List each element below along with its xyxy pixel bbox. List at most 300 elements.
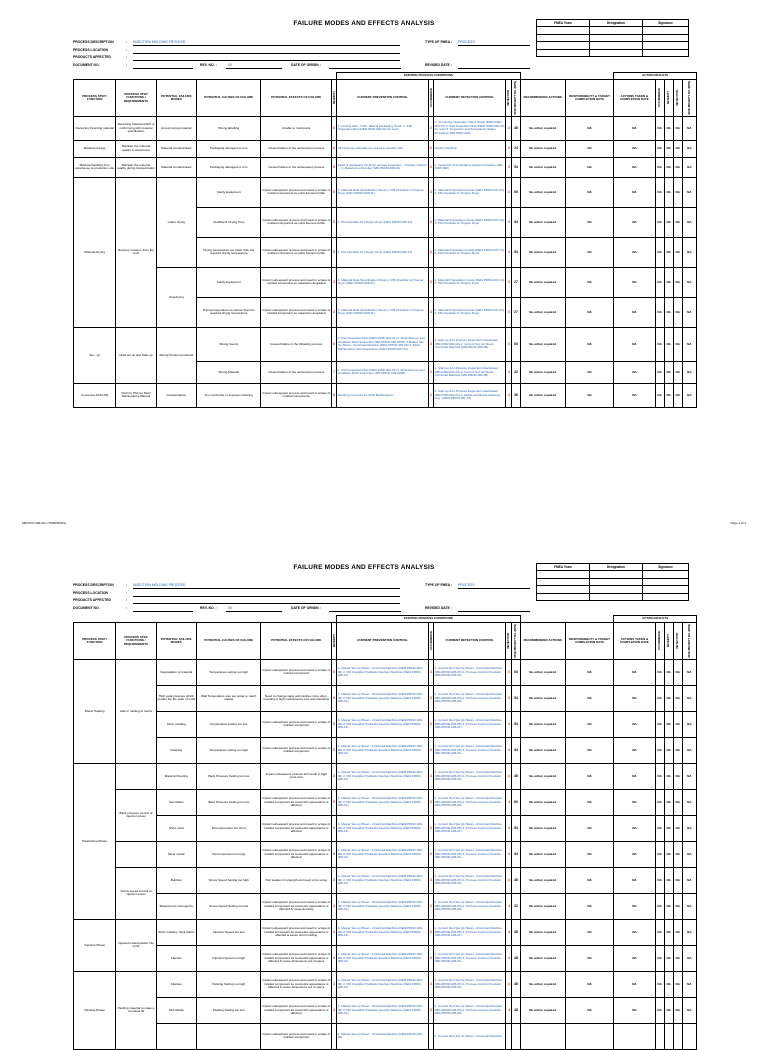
- responsibility-cell: NA: [565, 893, 613, 919]
- col-ar-rpn: RISK PRIORITY NO. (RPN): [687, 80, 691, 115]
- actions-taken-cell: NA: [614, 140, 655, 157]
- recommended-cell: No action required: [520, 685, 565, 711]
- severity-cell: 6: [332, 737, 337, 763]
- cause-cell: Too much lube or improper cleaning: [196, 383, 261, 407]
- severity-cell: 6: [332, 685, 337, 711]
- rpn-cell: 48: [512, 116, 520, 140]
- prevention-cell: 1. PM Checklist for Hopper Dryer (DEN-PROD-008-11): [337, 207, 429, 237]
- effect-cell: Caused failure in the subsequent process: [261, 157, 332, 177]
- cause-cell: Insufficient Drying Time: [196, 207, 261, 237]
- rpn-cell: 24: [512, 140, 520, 157]
- occurrence-cell: 2: [428, 893, 433, 919]
- ar-detection-cell: NA: [673, 177, 682, 207]
- ar-detection-cell: NA: [673, 237, 682, 267]
- signature-header: Signature: [643, 20, 689, 27]
- occurrence-cell: 3: [428, 789, 433, 815]
- actions-taken-cell: NA: [614, 327, 655, 361]
- prevention-cell: 1. Master Set-up Sheet - Cincinnati Machine (DEN-PROD-003-06) 2. PM Checklist Hydraulic Injection Machine (DEN-PROD-008-12): [337, 945, 429, 971]
- severity-cell: 4: [332, 945, 337, 971]
- recommended-cell: No action required: [520, 383, 565, 407]
- effect-cell: Caused failure in the following process: [261, 327, 332, 361]
- ar-detection-cell: NA: [673, 685, 682, 711]
- responsibility-cell: NA: [565, 383, 613, 407]
- ar-rpn-cell: NA: [682, 841, 696, 867]
- process-description-label: PROCESS DESCRIPTION: [73, 40, 114, 44]
- ar-occurrence-cell: NA: [655, 383, 664, 407]
- col-ar-occurrence: OCCURRENCE: [658, 87, 662, 107]
- ar-severity-cell: NA: [664, 177, 673, 207]
- prevention-cell: Existing procedure for Mold Maintenance: [337, 383, 429, 407]
- prevention-cell: 1. Master Set-up Sheet - Cincinnati Machine (DEN-PROD-003-06) 2. PM Checklist Hydraulic Injection Machine (DEN-PROD-008-12): [337, 737, 429, 763]
- detection-control-cell: 1. Current Run Set Up Sheet - Cincinnati Machine (MD-PROD-006-05) 2. Process Control Checklist (MD-PROD-006-01): [433, 945, 506, 971]
- failure-mode-cell: [156, 1023, 196, 1049]
- ar-rpn-cell: NA: [682, 361, 696, 383]
- occurrence-cell: 2: [428, 361, 433, 383]
- ar-occurrence-cell: NA: [655, 841, 664, 867]
- ar-severity-cell: [664, 1023, 673, 1049]
- responsibility-cell: NA: [565, 737, 613, 763]
- ar-rpn-cell: NA: [682, 207, 696, 237]
- ar-rpn-cell: NA: [682, 919, 696, 945]
- cause-cell: Back Pressure Setting too low: [196, 763, 261, 789]
- recommended-cell: No action required: [520, 659, 565, 685]
- rpn-cell: 48: [512, 919, 520, 945]
- prevention-cell: Label & packaging check for storage inspection - Transfer manner ... b. Material Lot Number (MD-PROD-008-01): [337, 157, 429, 177]
- footer-page-number: Page 1 of 4: [730, 521, 746, 525]
- ar-rpn-cell: NA: [682, 383, 696, 407]
- actions-taken-cell: [614, 1023, 655, 1049]
- recommended-cell: No action required: [520, 945, 565, 971]
- rpn-cell: 60: [512, 177, 520, 207]
- effect-cell: Impact subsequent process and result in scraps of molded component as material is degraded: [261, 297, 332, 327]
- effect-cell: Caused failure in the subsequent process: [261, 140, 332, 157]
- rpn-cell: 54: [512, 815, 520, 841]
- cause-cell: Temperature setting too low: [196, 711, 261, 737]
- detection-control-cell: 1. Material Preparation Guide (DEN-PROD-007-01) 2. PM Checklist for Hopper Dryer: [433, 267, 506, 297]
- recommended-cell: No action required: [520, 893, 565, 919]
- ar-severity-cell: NA: [664, 157, 673, 177]
- responsibility-cell: NA: [565, 841, 613, 867]
- detection-control-cell: 1. Material Preparation Guide (DEN-PROD-007-01) 2. PM Checklist for Hopper Dryer: [433, 177, 506, 207]
- occurrence-cell: 3: [428, 685, 433, 711]
- detection-control-cell: 1. Material Preparation Guide (DEN-PROD-007-01) 2. PM Checklist for Hopper Dryer: [433, 297, 506, 327]
- detection-cell: 3: [506, 157, 512, 177]
- ar-severity-cell: NA: [664, 971, 673, 997]
- ar-occurrence-cell: NA: [655, 789, 664, 815]
- rpn-cell: 60: [512, 789, 520, 815]
- severity-cell: 4: [332, 763, 337, 789]
- ar-occurrence-cell: NA: [655, 971, 664, 997]
- occurrence-cell: 3: [428, 207, 433, 237]
- detection-cell: 3: [506, 737, 512, 763]
- cause-cell: [196, 1023, 261, 1049]
- occurrence-cell: 3: [428, 763, 433, 789]
- severity-cell: 6: [332, 177, 337, 207]
- effect-cell: Impact subsequent process and result in high cycle time: [261, 763, 332, 789]
- detection-cell: 4: [506, 893, 512, 919]
- ar-severity-cell: NA: [664, 815, 673, 841]
- recommended-cell: No action required: [520, 361, 565, 383]
- table-row: [74, 867, 697, 893]
- ar-rpn-cell: NA: [682, 116, 696, 140]
- severity-cell: 4: [332, 919, 337, 945]
- ar-severity-cell: NA: [664, 997, 673, 1023]
- detection-control-cell: 1. Current Run Set Up Sheet - Cincinnati Machine (MD-PROD-006-05) 2. Process Control Checklist (MD-PROD-006-01): [433, 659, 506, 685]
- detection-control-cell: 1. Current Run Set Up Sheet - Cincinnati Machine (MD-PROD-006-05) 2. Process Control Checklist (MD-PROD-006-01): [433, 789, 506, 815]
- responsibility-cell: NA: [565, 685, 613, 711]
- detection-control-cell: Visual Checking: [433, 140, 506, 157]
- table-row: [74, 711, 697, 737]
- ar-severity-cell: NA: [664, 893, 673, 919]
- cause-cell: Drying temperature set lower than the required drying temperature: [196, 237, 261, 267]
- recommended-cell: No action required: [520, 971, 565, 997]
- failure-mode-cell: Silver streak: [156, 841, 196, 867]
- rpn-cell: 48: [512, 997, 520, 1023]
- effect-cell: Impact subsequent process and result in scraps of molded component as cosmetics appearance is affected: [261, 841, 332, 867]
- table-row: [74, 919, 697, 945]
- ar-detection-cell: [673, 1023, 682, 1049]
- ar-severity-cell: NA: [664, 659, 673, 685]
- occurrence-cell: 3: [428, 327, 433, 361]
- failure-mode-cell: Gas Marks: [156, 789, 196, 815]
- severity-cell: 6: [332, 116, 337, 140]
- failure-mode-cell: Bubbles: [156, 867, 196, 893]
- cause-cell: Wrong labelling: [196, 116, 261, 140]
- occurrence-cell: 3: [428, 737, 433, 763]
- actions-taken-cell: NA: [614, 815, 655, 841]
- table-row: [74, 763, 697, 789]
- actions-taken-cell: NA: [614, 737, 655, 763]
- failure-mode-cell: Overdrying: [156, 267, 196, 327]
- col-ar-severity: SEVERITY: [667, 90, 671, 104]
- failure-mode-cell: Sink Marks: [156, 997, 196, 1023]
- header-fields: PROCESS DESCRIPTION : INJECTION MOLDING PROCESS TYPE OF FMEA : PROCESS PROCESS LOCATION : PRODUCTS AFFECTED : DOCUMENT NO. : REV. NO. : 00 DATE OF ORIGIN : REVISED DATE :: [73, 39, 703, 69]
- rev-no-value: 00: [228, 62, 232, 67]
- detection-cell: 4: [506, 763, 512, 789]
- effect-cell: Impact subsequent process and result in scraps of molded component: [261, 1023, 332, 1049]
- rpn-cell: 54: [512, 841, 520, 867]
- ar-occurrence-cell: NA: [655, 361, 664, 383]
- col-prevention: CURRENT PREVENTION CONTROL: [337, 80, 429, 117]
- actions-taken-cell: NA: [614, 116, 655, 140]
- requirements-cell: Back pressure control of injection press: [116, 789, 156, 841]
- table-row: [74, 140, 697, 157]
- ar-occurrence-cell: NA: [655, 237, 664, 267]
- rev-no-label: REV. NO. :: [200, 62, 217, 67]
- ar-severity-cell: NA: [664, 763, 673, 789]
- responsibility-cell: NA: [565, 867, 613, 893]
- prevention-cell: 1. Master Set-up Sheet - Cincinnati Machine (DEN-PROD-003-06) 2. PM Checklist Hydraulic Injection Machine (DEN-PROD-008-12): [337, 971, 429, 997]
- prevention-cell: 1. Master Set-up Sheet - Cincinnati Machine (DEN-PROD-003-06) 2. PM Checklist Hydraulic Injection Machine (DEN-PROD-008-12): [337, 685, 429, 711]
- fmea-table-page-2: EXISTING PROCESS CONDITIONS ACTION RESULTS PROCESS STEP / FUNCTION PROCESS STEP FUNCTIONS / REQUIREMENTS POTENTIAL FAILURE MODES POTENTIAL CAUSES OF FAILURE POTENTIAL EFFECTS OF FAILURE SEVERITY CURRENT PREVENTION CONTROL OCCURRENCE CURRENT DETECTION CONTROL DETECTION RISK PRIORITY NO. (RPN) RECOMMENDED ACTIONS RESPONSIBILITY & TARGET COMPLETION DATE ACTIONS TAKEN & COMPLETION DATE OCCURRENCE SEVERITY DETECTION RISK PRIORITY NO. (RPN) Barrel Heating Aids in melting of resins Degradation of material Temperature setting too high Impact subsequent process and result in scraps of molded component 6 1. Master Set-up Sheet - Cincinnati Machine (DEN-PROD-003-06) 2. PM Checklist Hydraulic Injection Machine (DEN-PROD-008-12) 3 1. Current Run Set Up Sheet - Cincinnati Machine (MD-PROD-006-05) 2. Process Control Checklist (MD-PROD-006-01) 3 54 No action required NA NA NA NA NA NA High peak pressure which erodes the life span of mold Wall Temperature was set under to reach setting Need to change valve and cavities more often, resulting in high maintenance cost and downtime 6 1. Master Set-up Sheet - Cincinnati Machine (DEN-PROD-003-06) 2. PM Checklist Hydraulic Injection Machine (DEN-PROD-008-12) 3 1. Current Run Set Up Sheet - Cincinnati Machine (MD-PROD-006-05) 2. Process Control Checklist (MD-PROD-006-01) 3 54 No action required NA NA NA NA NA NA Short molding Temperature setting too low Impact subsequent process and result in scraps of molded component 6 1. Master Set-up Sheet - Cincinnati Machine (DEN-PROD-003-06) 2. PM Checklist Hydraulic Injection Machine (DEN-PROD-008-12) 3 1. Current Run Set Up Sheet - Cincinnati Machine (MD-PROD-006-05) 2. Process Control Checklist (MD-PROD-006-01) 3 54 No action required NA NA NA NA NA NA Flashing Temperature setting too high Impact subsequent process and result in scraps of molded component 6 1. Master Set-up Sheet - Cincinnati Machine (DEN-PROD-003-06) 2. PM Checklist Hydraulic Injection Machine (DEN-PROD-008-12) 3 1. Current Run Set Up Sheet - Cincinnati Machine (MD-PROD-006-05) 2. Process Control Checklist (MD-PROD-006-01) 3 54 No action required NA NA NA NA NA NA Plasticizing Phase Material Drooling Back Pressure Setting too low Impact subsequent process and result in high cycle time 4 1. Master Set-up Sheet - Cincinnati Machine (DEN-PROD-003-06) 2. PM Checklist Hydraulic Injection Machine (DEN-PROD-008-12) 3 1. Current Run Set Up Sheet - Cincinnati Machine (MD-PROD-006-05) 2. Process Control Checklist (MD-PROD-006-01) 4 48 No action required NA NA NA NA NA NA Back pressure control of injection press Gas Marks Back Pressure Setting too low Impact subsequent process and result in scraps of molded component as cosmetics appearance is affected 5 1. Master Set-up Sheet - Cincinnati Machine (DEN-PROD-003-06) 2. PM Checklist Hydraulic Injection Machine (DEN-PROD-008-12) 3 1. Current Run Set Up Sheet - Cincinnati Machine (MD-PROD-006-05) 2. Process Control Checklist (MD-PROD-006-01) 4 60 No action required NA NA NA NA NA NA Short mold Decompression too short Impact subsequent process and result in scraps of molded component as cosmetics appearance is affected 6 1. Master Set-up Sheet - Cincinnati Machine (DEN-PROD-003-06) 2. PM Checklist Hydraulic Injection Machine (DEN-PROD-008-12) 3 1. Current Run Set Up Sheet - Cincinnati Machine (MD-PROD-006-05) 2. Process Control Checklist (MD-PROD-006-01) 3 54 No action required NA NA NA NA NA NA Silver streak Decompression too long Impact subsequent process and result in scraps of molded component as cosmetics appearance is affected 6 1. Master Set-up Sheet - Cincinnati Machine (DEN-PROD-003-06) 2. PM Checklist Hydraulic Injection Machine (DEN-PROD-008-12) 3 1. Current Run Set Up Sheet - Cincinnati Machine (MD-PROD-006-05) 2. Process Control Checklist (MD-PROD-006-01) 3 54 No action required NA NA NA NA NA NA Screw speed control of injection press Bubbles Screw Speed Setting too high Part weaken in strength and need to be scrap 4 1. Master Set-up Sheet - Cincinnati Machine (DEN-PROD-003-06) 2. PM Checklist Hydraulic Injection Machine (DEN-PROD-008-12) 3 1. Current Run Set Up Sheet - Cincinnati Machine (MD-PROD-006-05) 2. Process Control Checklist (MD-PROD-006-01) 4 48 No action required NA NA NA NA NA NA Material non homogenity Screw Speed Setting too low Impact subsequent process and result in scraps of molded component as cosmetics appearance is affected & cause drooling 4 1. Master Set-up Sheet - Cincinnati Machine (DEN-PROD-003-06) 2. PM Checklist Hydraulic Injection Machine (DEN-PROD-008-12) 2 1. Current Run Set Up Sheet - Cincinnati Machine (MD-PROD-006-05) 2. Process Control Checklist (MD-PROD-006-01) 4 32 No action required NA NA NA NA NA NA Injection Phase Injected melted plastic into mold Short molding / Sink Marks Injection Speed too low Impact subsequent process and result in scraps of molded component as cosmetics appearance is affected & cause short molding 4 1. Master Set-up Sheet - Cincinnati Machine (DEN-PROD-003-06) 2. PM Checklist Hydraulic Injection Machine (DEN-PROD-008-12) 3 1. Current Run Set Up Sheet - Cincinnati Machine (MD-PROD-006-05) 2. Process Control Checklist (MD-PROD-006-01) 4 48 No action required NA NA NA NA NA NA Flashes Injection Speed too high Impact subsequent process and result in scraps of molded component as cosmetics appearance is affected & cause dimensions out of specs 4 1. Master Set-up Sheet - Cincinnati Machine (DEN-PROD-003-06) 2. PM Checklist Hydraulic Injection Machine (DEN-PROD-008-12) 3 1. Current Run Set Up Sheet - Cincinnati Machine (MD-PROD-006-05) 2. Process Control Checklist (MD-PROD-006-01) 4 48 No action required NA NA NA NA NA NA Packing Phase Packing material to make a complete fill Flashes Packing Setting too high Impact subsequent process and result in scraps of molded component as cosmetics appearance is affected & cause dimensions out of specs 4 1. Master Set-up Sheet - Cincinnati Machine (DEN-PROD-003-06) 2. PM Checklist Hydraulic Injection Machine (DEN-PROD-008-12) 3 1. Current Run Set Up Sheet - Cincinnati Machine (MD-PROD-006-05) 2. Process Control Checklist (MD-PROD-006-01) 4 48 No action required NA NA NA NA NA NA Sink Marks Packing Setting too low Impact subsequent process and result in scraps of molded component as cosmetics appearance is affected 4 1. Master Set-up Sheet - Cincinnati Machine (DEN-PROD-003-06) 2. PM Checklist Hydraulic Injection Machine (DEN-PROD-008-12) 3 1. Current Run Set Up Sheet - Cincinnati Machine (MD-PROD-006-05) 2. Process Control Checklist (MD-PROD-006-01) 4 48 No action required NA NA NA NA NA NA Impact subsequent process and result in scraps of molded component 1. Master Set-up Sheet - Cincinnati Machine (DEN-PROD-003-06) 1. Current Run Set Up Sheet - Cincinnati Machine: [73, 615, 697, 1050]
- effect-cell: Impact subsequent process and result in scraps of molded component as cosmetics appearance is affected: [261, 789, 332, 815]
- col-requirements: PROCESS STEP FUNCTIONS / REQUIREMENTS: [116, 80, 156, 117]
- detection-control-cell: 1. Current Run Set Up Sheet - Cincinnati Machine (MD-PROD-006-05) 2. Process Control Checklist (MD-PROD-006-01): [433, 763, 506, 789]
- detection-cell: 3: [506, 685, 512, 711]
- rpn-cell: 48: [512, 945, 520, 971]
- ar-occurrence-cell: NA: [655, 140, 664, 157]
- prevention-cell: 1. Material Data Specification Sheet 2. PM Checklist for Hopper Dryer (DEN-PROD-008-11): [337, 177, 429, 207]
- ar-detection-cell: NA: [673, 361, 682, 383]
- ar-detection-cell: NA: [673, 841, 682, 867]
- ar-occurrence-cell: NA: [655, 327, 664, 361]
- table-row: [74, 267, 697, 297]
- severity-cell: 6: [332, 237, 337, 267]
- ar-detection-cell: NA: [673, 297, 682, 327]
- col-ar-detection: DETECTION: [676, 89, 680, 106]
- responsibility-cell: NA: [565, 327, 613, 361]
- effect-cell: Impact subsequent process and result in scraps of molded component: [261, 737, 332, 763]
- page-title: FAILURE MODES AND EFFECTS ANALYSIS: [293, 564, 435, 571]
- ar-occurrence-cell: NA: [655, 267, 664, 297]
- ar-occurrence-cell: [655, 1023, 664, 1049]
- actions-taken-cell: NA: [614, 919, 655, 945]
- failure-mode-cell: Short molding: [156, 711, 196, 737]
- col-occurrence: OCCURRENCE: [429, 87, 433, 107]
- table-row: [74, 841, 697, 867]
- ar-rpn-cell: NA: [682, 140, 696, 157]
- ar-detection-cell: NA: [673, 867, 682, 893]
- occurrence-cell: 3: [428, 177, 433, 207]
- requirements-cell: Aids in melting of resins: [116, 659, 156, 763]
- prevention-cell: 1. Master Set-up Sheet - Cincinnati Machine (DEN-PROD-003-06) 2. PM Checklist Hydraulic Injection Machine (DEN-PROD-008-12): [337, 711, 429, 737]
- recommended-cell: No action required: [520, 815, 565, 841]
- effect-cell: Unable to mold parts: [261, 116, 332, 140]
- detection-cell: 3: [506, 207, 512, 237]
- prevention-cell: 1. Master Set-up Sheet - Cincinnati Machine (DEN-PROD-003-06) 2. PM Checklist Hydraulic Injection Machine (DEN-PROD-008-12): [337, 867, 429, 893]
- severity-cell: 7: [332, 361, 337, 383]
- col-responsibility: RESPONSIBILITY & TARGET COMPLETION DATE: [565, 80, 613, 117]
- ar-severity-cell: NA: [664, 737, 673, 763]
- ar-severity-cell: NA: [664, 237, 673, 267]
- prevention-cell: 1. Part Inspection Plan (DEN-INSP-002-01) 2. Mold Start up and shutdown Work Instruction (MD-PROD-006-WI05) 3.Master Set Up Sheet - Cincinnati Machine (DEN-PROD-003-06) 4. Mold Maintenance Tool Preparation (DEN-PROD-007-01): [337, 327, 429, 361]
- table-row: [74, 157, 697, 177]
- ar-detection-cell: NA: [673, 116, 682, 140]
- ar-detection-cell: NA: [673, 971, 682, 997]
- table-row: [74, 971, 697, 997]
- recommended-cell: No action required: [520, 711, 565, 737]
- effect-cell: Impact subsequent process and result in scraps of molded component as cosmetics appearance is affected & cause drooling: [261, 893, 332, 919]
- responsibility-cell: NA: [565, 207, 613, 237]
- failure-mode-cell: Degradation of material: [156, 659, 196, 685]
- ar-rpn-cell: NA: [682, 737, 696, 763]
- detection-cell: 4: [506, 116, 512, 140]
- col-actions-taken: ACTIONS TAKEN & COMPLETION DATE: [614, 80, 655, 117]
- cause-cell: Injection Speed too low: [196, 919, 261, 945]
- detection-control-cell: 1. Start up & In-Process Inspection checksheet (MD-INSP-004-01) 2. Current Set Up Sheet - Cincinnati Machine (MD-PROD-006-05): [433, 327, 506, 361]
- type-of-fmea-value: PROCESS: [458, 40, 475, 44]
- actions-taken-cell: NA: [614, 207, 655, 237]
- severity-cell: 4: [332, 997, 337, 1023]
- responsibility-cell: NA: [565, 297, 613, 327]
- actions-taken-cell: NA: [614, 157, 655, 177]
- ar-rpn-cell: NA: [682, 267, 696, 297]
- detection-control-cell: 1. Current Run Set Up Sheet - Cincinnati Machine (MD-PROD-006-05) 2. Process Control Checklist (MD-PROD-006-01): [433, 711, 506, 737]
- process-step-cell: Material Drying: [74, 177, 116, 327]
- effect-cell: Impact subsequent process and result in scraps of molded component as parts become brittle: [261, 207, 332, 237]
- col-failure-modes: POTENTIAL FAILURE MODES: [156, 80, 196, 117]
- ar-detection-cell: NA: [673, 815, 682, 841]
- rpn-cell: 27: [512, 297, 520, 327]
- occurrence-cell: 2: [428, 140, 433, 157]
- ar-rpn-cell: NA: [682, 945, 696, 971]
- detection-cell: 4: [506, 867, 512, 893]
- severity-cell: 6: [332, 327, 337, 361]
- table-row: [74, 327, 697, 361]
- ar-severity-cell: NA: [664, 207, 673, 237]
- ar-rpn-cell: NA: [682, 711, 696, 737]
- ar-detection-cell: NA: [673, 157, 682, 177]
- detection-control-cell: 1. Inspection & Acceptance Status Procedure (MD-INSP-002): [433, 157, 506, 177]
- recommended-cell: No action required: [520, 763, 565, 789]
- cause-cell: Screw Speed Setting too low: [196, 893, 261, 919]
- ar-occurrence-cell: NA: [655, 297, 664, 327]
- table-row: [74, 815, 697, 841]
- recommended-cell: No action required: [520, 841, 565, 867]
- ar-occurrence-cell: NA: [655, 207, 664, 237]
- detection-cell: 3: [506, 383, 512, 407]
- ar-severity-cell: NA: [664, 327, 673, 361]
- rpn-cell: 54: [512, 711, 520, 737]
- process-step-cell: Material handling from warehouse to production site: [74, 157, 116, 177]
- actions-taken-cell: NA: [614, 763, 655, 789]
- occurrence-cell: 3: [428, 659, 433, 685]
- recommended-cell: No action required: [520, 177, 565, 207]
- cause-cell: Wall Temperature was set under to reach setting: [196, 685, 261, 711]
- col-recommended: RECOMMENDED ACTIONS: [520, 80, 565, 117]
- detection-control-cell: 1. Material Preparation Guide (DEN-PROD-007-01) 2. PM Checklist for Hopper Dryer: [433, 237, 506, 267]
- detection-cell: 3: [506, 815, 512, 841]
- table-row: [74, 945, 697, 971]
- actions-taken-cell: NA: [614, 971, 655, 997]
- type-of-fmea-label: TYPE OF FMEA :: [425, 40, 452, 44]
- actions-taken-cell: NA: [614, 867, 655, 893]
- ar-rpn-cell: NA: [682, 763, 696, 789]
- process-location-label: PROCESS LOCATION: [73, 47, 108, 52]
- ar-severity-cell: NA: [664, 789, 673, 815]
- ar-rpn-cell: NA: [682, 237, 696, 267]
- severity-cell: 6: [332, 207, 337, 237]
- actions-taken-cell: NA: [614, 997, 655, 1023]
- ar-rpn-cell: NA: [682, 297, 696, 327]
- occurrence-cell: 3: [428, 971, 433, 997]
- ar-detection-cell: NA: [673, 789, 682, 815]
- ar-occurrence-cell: NA: [655, 815, 664, 841]
- col-effects: POTENTIAL EFFECTS OF FAILURE: [261, 80, 332, 117]
- ar-detection-cell: NA: [673, 140, 682, 157]
- failure-mode-cell: Material contaminated: [156, 157, 196, 177]
- rpn-cell: 54: [512, 207, 520, 237]
- failure-mode-cell: Under drying: [156, 177, 196, 267]
- table-row: [74, 1023, 697, 1049]
- responsibility-cell: NA: [565, 815, 613, 841]
- ar-severity-cell: NA: [664, 945, 673, 971]
- effect-cell: Impact subsequent process and result in scraps of molded component as cosmetics appearance is affected & cause dimensions out of specs: [261, 971, 332, 997]
- requirements-cell: Injected melted plastic into mold: [116, 919, 156, 971]
- requirements-cell: Screw speed control of injection press: [116, 867, 156, 919]
- ar-rpn-cell: NA: [682, 789, 696, 815]
- prevention-cell: 1. Master Set-up Sheet - Cincinnati Machine (DEN-PROD-003-06) 2. PM Checklist Hydraulic Injection Machine (DEN-PROD-008-12): [337, 997, 429, 1023]
- effect-cell: Part weaken in strength and need to be scrap: [261, 867, 332, 893]
- ar-rpn-cell: NA: [682, 867, 696, 893]
- table-row: [74, 659, 697, 685]
- effect-cell: Impact subsequent process and result in scraps of molded component as cosmetics appearance is affected: [261, 997, 332, 1023]
- ar-occurrence-cell: NA: [655, 893, 664, 919]
- prevention-cell: 1. Master Set-up Sheet - Cincinnati Machine (DEN-PROD-003-06): [337, 1023, 429, 1049]
- detection-cell: 3: [506, 711, 512, 737]
- detection-control-cell: 1. Current Run Set Up Sheet - Cincinnati Machine (MD-PROD-006-05) 2. Process Control Checklist (MD-PROD-006-01): [433, 893, 506, 919]
- responsibility-cell: NA: [565, 919, 613, 945]
- detection-cell: 2: [506, 140, 512, 157]
- actions-taken-cell: NA: [614, 659, 655, 685]
- ar-rpn-cell: NA: [682, 997, 696, 1023]
- responsibility-cell: NA: [565, 116, 613, 140]
- detection-cell: 4: [506, 945, 512, 971]
- recommended-cell: No action required: [520, 867, 565, 893]
- detection-control-cell: 1. Current Run Set Up Sheet - Cincinnati Machine (MD-PROD-006-05) 2. Process Control Checklist (MD-PROD-006-01): [433, 685, 506, 711]
- rpn-cell: 32: [512, 893, 520, 919]
- ar-rpn-cell: NA: [682, 177, 696, 207]
- severity-cell: 4: [332, 893, 337, 919]
- process-description-value: INJECTION MOLDING PROCESS: [133, 40, 186, 44]
- severity-cell: 6: [332, 711, 337, 737]
- col-causes: POTENTIAL CAUSES OF FAILURE: [196, 80, 261, 117]
- occurrence-cell: 2: [428, 383, 433, 407]
- detection-cell: 4: [506, 997, 512, 1023]
- failure-mode-cell: Wrong Product produced: [156, 327, 196, 383]
- rpn-cell: 42: [512, 361, 520, 383]
- recommended-cell: No action required: [520, 789, 565, 815]
- prevention-cell: 1. PM Checklist for Hopper Dryer (DEN-PROD-008-11): [337, 237, 429, 267]
- process-step-cell: Plasticizing Phase: [74, 763, 116, 919]
- requirements-cell: Packing material to make a complete fill: [116, 971, 156, 1049]
- rpn-cell: 48: [512, 763, 520, 789]
- effect-cell: Impact subsequent process and result in scraps of molded component as material is degraded: [261, 267, 332, 297]
- responsibility-cell: NA: [565, 157, 613, 177]
- failure-mode-cell: Short mold: [156, 815, 196, 841]
- rpn-cell: 54: [512, 157, 520, 177]
- detection-control-cell: 1. Current Run Set Up Sheet - Cincinnati Machine: [433, 1023, 506, 1049]
- failure-mode-cell: Accept wrong material: [156, 116, 196, 140]
- rpn-cell: 54: [512, 327, 520, 361]
- actions-taken-cell: NA: [614, 297, 655, 327]
- responsibility-cell: NA: [565, 789, 613, 815]
- ar-detection-cell: NA: [673, 267, 682, 297]
- detection-control-cell: 1. Start up & In-Process Inspection checksheet (MD-INSP-004-01) 2. Current Set Up Sheet - Cincinnati Machine (MD-PROD-006-05): [433, 361, 506, 383]
- severity-cell: 5: [332, 789, 337, 815]
- prevention-cell: All incoming materials are stored in specific rack: [337, 140, 429, 157]
- effect-cell: Impact subsequent process and result in scraps of molded component as cosmetics appearance is affected & cause dimensions out of specs: [261, 945, 332, 971]
- effect-cell: Impact subsequent process and result in scraps of molded component: [261, 659, 332, 685]
- cause-cell: Temperature setting too high: [196, 737, 261, 763]
- page-title: FAILURE MODES AND EFFECTS ANALYSIS: [293, 20, 435, 27]
- recommended-cell: No action required: [520, 116, 565, 140]
- ar-detection-cell: NA: [673, 945, 682, 971]
- detection-control-cell: 1. Current Run Set Up Sheet - Cincinnati Machine (MD-PROD-006-05) 2. Process Control Checklist (MD-PROD-006-01): [433, 867, 506, 893]
- ar-occurrence-cell: NA: [655, 711, 664, 737]
- actions-taken-cell: NA: [614, 237, 655, 267]
- detection-control-cell: 1. Current Run Set Up Sheet - Cincinnati Machine (MD-PROD-006-05) 2. Process Control Checklist (MD-PROD-006-01): [433, 841, 506, 867]
- requirements-cell: Receiving material which is conforming with material specification: [116, 116, 156, 140]
- severity-cell: 6: [332, 841, 337, 867]
- responsibility-cell: NA: [565, 997, 613, 1023]
- occurrence-cell: 2: [428, 116, 433, 140]
- recommended-cell: No action required: [520, 997, 565, 1023]
- ar-severity-cell: NA: [664, 867, 673, 893]
- ar-detection-cell: NA: [673, 763, 682, 789]
- rpn-cell: 27: [512, 267, 520, 297]
- effect-cell: Impact subsequent process and result in scraps of molded component: [261, 711, 332, 737]
